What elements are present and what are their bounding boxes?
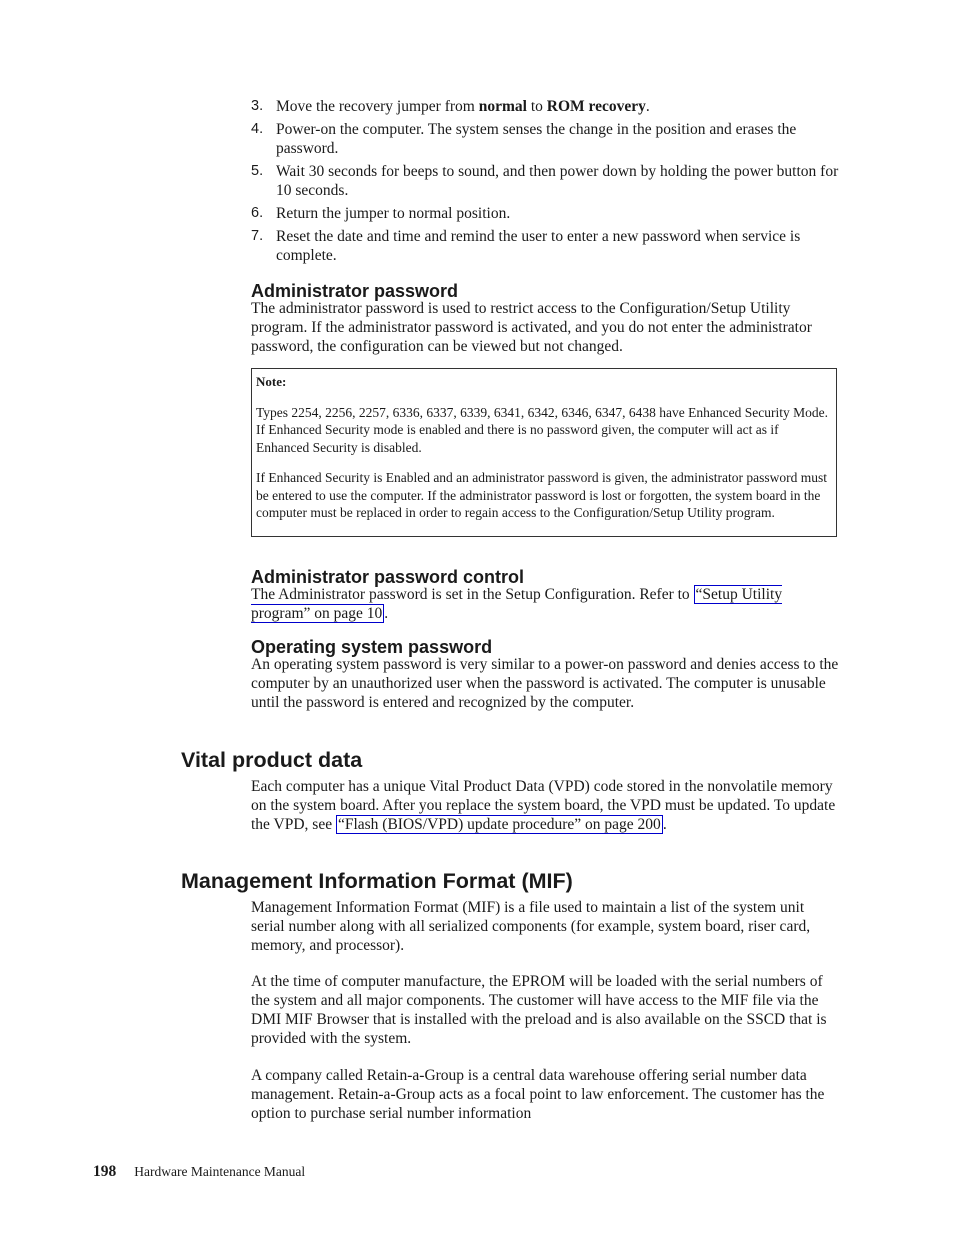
step-text: Power-on the computer. The system senses the change in the position and erases the password.: [276, 121, 797, 157]
mif-paragraph: A company called Retain-a-Group is a central data warehouse offering serial number data management. Retain-a-Group acts as a focal point to law enforcement. The customer has the option to purchase serial number information: [251, 1067, 825, 1122]
page-number: 198: [93, 1163, 117, 1180]
step-number: 6.: [251, 205, 264, 221]
list-item: [251, 120, 841, 158]
manual-title: Hardware Maintenance Manual: [134, 1164, 306, 1179]
page-footer: [93, 1163, 305, 1181]
note-label: Note:: [256, 374, 287, 389]
step-number: 4.: [251, 121, 264, 137]
note-box: [251, 368, 837, 537]
step-number: 3.: [251, 98, 264, 114]
os-password-heading: Operating system password: [251, 637, 493, 657]
flash-update-link[interactable]: “Flash (BIOS/VPD) update procedure” on page 200: [337, 816, 661, 833]
list-item: [251, 162, 841, 200]
step-text: Reset the date and time and remind the user to enter a new password when service is complete.: [276, 228, 801, 264]
list-item: [251, 97, 841, 116]
procedure-steps: [251, 97, 841, 269]
vpd-heading: Vital product data: [181, 748, 363, 772]
admin-password-heading: Administrator password: [251, 281, 459, 301]
vpd-body: Each computer has a unique Vital Product Data (VPD) code stored in the nonvolatile memory on the system board. After you replace the system board, the VPD must be updated. To update the VPD, see “Flash (BIOS/VPD) update procedure” on page 200 .: [251, 778, 836, 833]
mif-paragraph: At the time of computer manufacture, the EPROM will be loaded with the serial numbers of the system and all major components. The customer will have access to the MIF file via the DMI MIF Browser that is installed with the preload and is also available on the SSCD that is provided with the system.: [251, 973, 827, 1047]
admin-password-body: The administrator password is used to restrict access to the Configuration/Setup Utility program. If the administrator password is activated, and you do not enter the administrator password, the configuration can be viewed but not changed.: [251, 300, 812, 355]
setup-utility-link[interactable]: “Setup Utility program” on page 10: [251, 586, 783, 622]
admin-control-body: The Administrator password is set in the Setup Configuration. Refer to “Setup Utility program” on page 10 .: [251, 586, 783, 622]
step-number: 7.: [251, 228, 264, 244]
note-paragraph: If Enhanced Security is Enabled and an administrator password is given, the administrator password must be entered to use the computer. If the administrator password is lost or forgotten, the system board in the computer must be replaced in order to regain access to the Configuration/Setup Utility program.: [256, 470, 827, 520]
mif-paragraph: Management Information Format (MIF) is a file used to maintain a list of the system unit serial number along with all serialized components (for example, system board, riser card, memory, and processor).: [251, 899, 811, 954]
note-paragraph: Types 2254, 2256, 2257, 6336, 6337, 6339, 6341, 6342, 6346, 6347, 6438 have Enhanced Security Mode. If Enhanced Security mode is enabled and there is no password given, the computer will act as if Enhanced Security is disabled.: [256, 404, 828, 455]
admin-control-heading: Administrator password control: [251, 567, 525, 587]
os-password-body: An operating system password is very similar to a power-on password and denies access to the computer by an unauthorized user when the password is activated. The computer is unusable until the password is entered and recognized by the computer.: [251, 656, 839, 711]
mif-heading: Management Information Format (MIF): [181, 869, 573, 893]
step-number: 5.: [251, 163, 264, 179]
step-text: Return the jumper to normal position.: [276, 205, 511, 222]
list-item: [251, 227, 841, 265]
step-text: Wait 30 seconds for beeps to sound, and then power down by holding the power button for 10 seconds.: [276, 163, 839, 199]
step-text: Move the recovery jumper from normal to ROM recovery.: [276, 98, 650, 115]
list-item: [251, 204, 841, 223]
